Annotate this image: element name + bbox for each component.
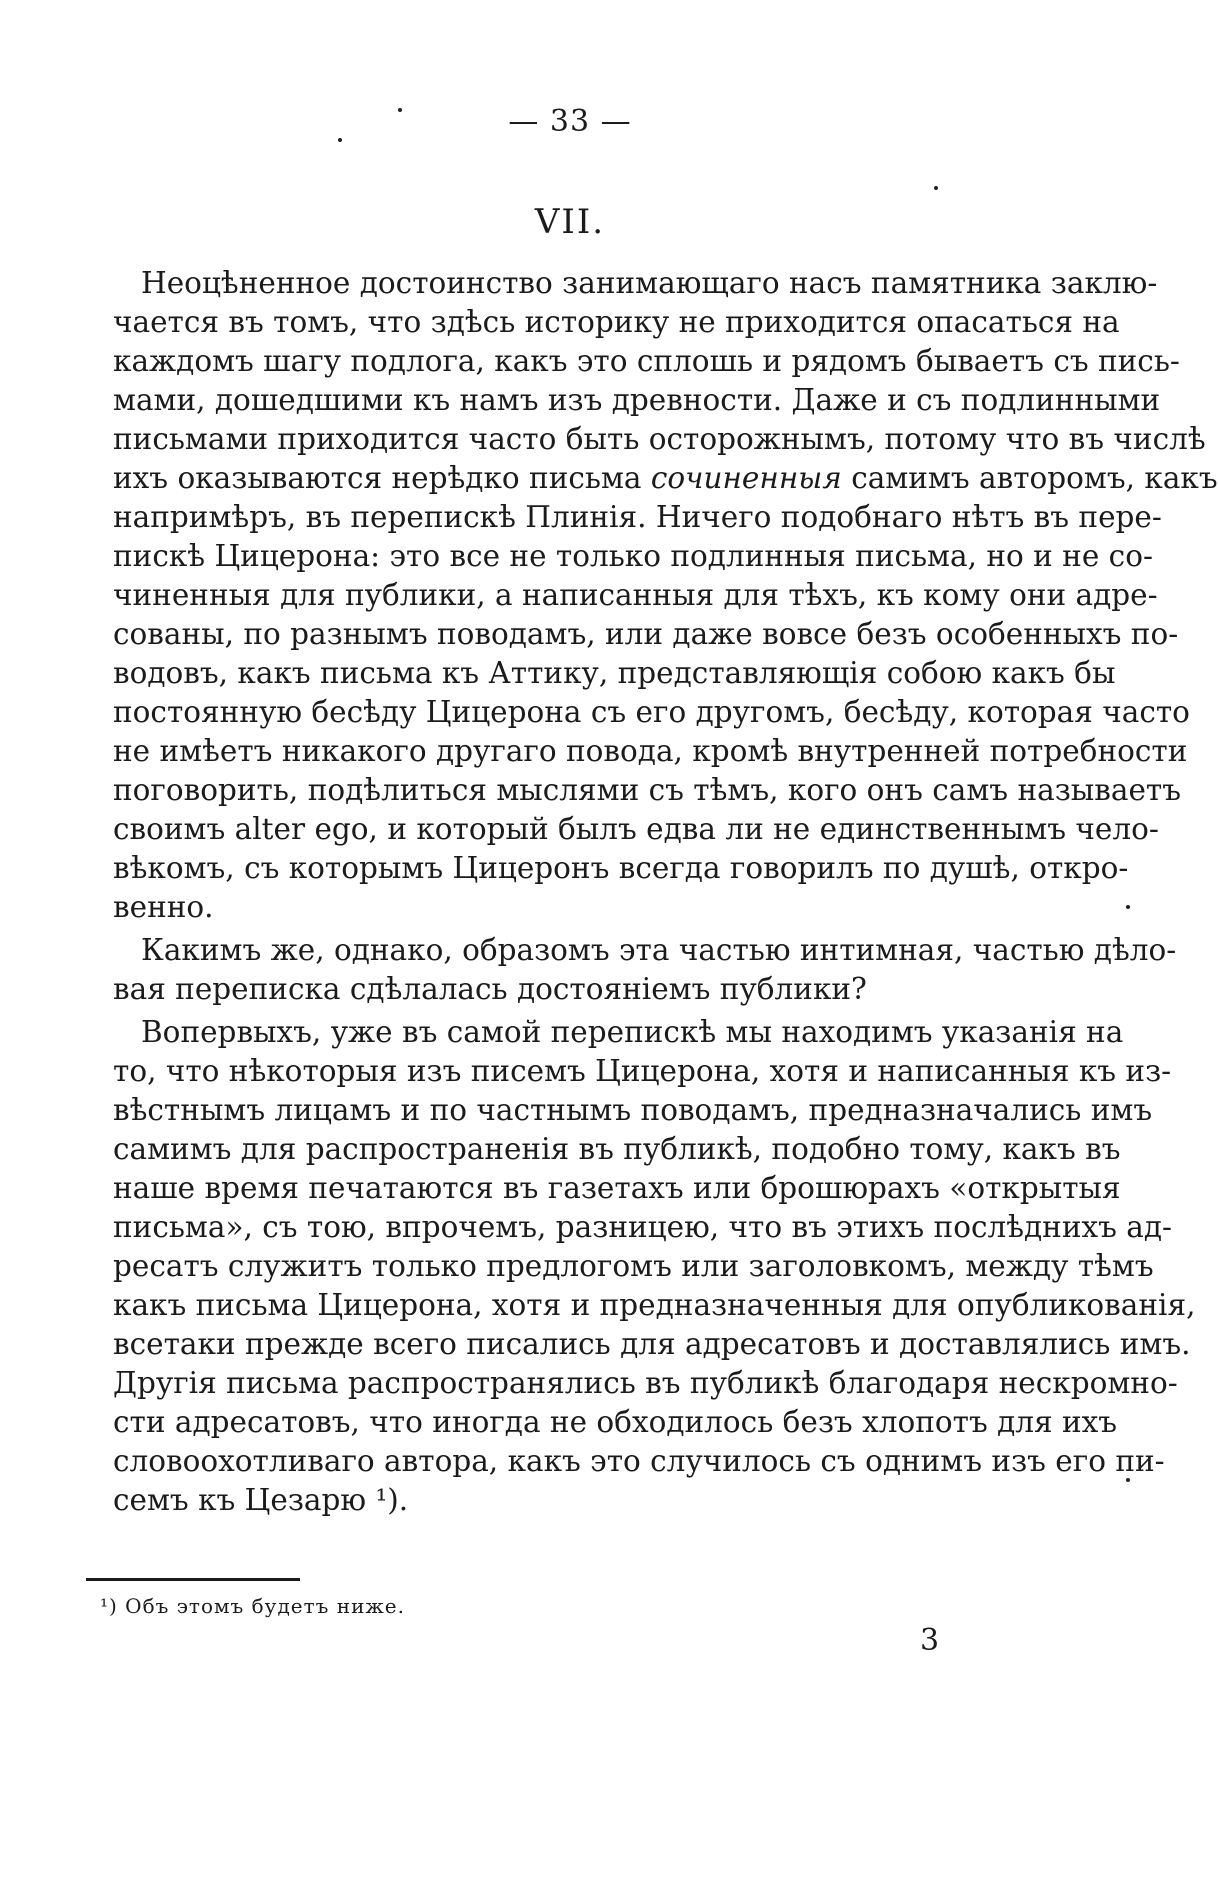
print-speck bbox=[1126, 1478, 1130, 1482]
text-line: письма», съ тою, впрочемъ, разницею, что въ этихъ послѣднихъ ад- bbox=[113, 1210, 1172, 1244]
text-line: Неоцѣненное достоинство занимающаго насъ памятника заклю- bbox=[141, 266, 1158, 300]
text-line: ресатъ служитъ только предлогомъ или заголовкомъ, между тѣмъ bbox=[113, 1249, 1154, 1283]
text-line: своимъ alter ego, и который былъ едва ли не единственнымъ чело- bbox=[113, 812, 1159, 846]
text-line: не имѣетъ никакого другаго повода, кромѣ внутренней потребности bbox=[113, 734, 1188, 768]
text-line: всетаки прежде всего писались для адресатовъ и доставлялись имъ. bbox=[113, 1327, 1191, 1361]
print-speck bbox=[1126, 905, 1130, 909]
text-line: поговорить, подѣлиться мыслями съ тѣмъ, кого онъ самъ называетъ bbox=[113, 773, 1182, 807]
text-line: сти адресатовъ, что иногда не обходилось безъ хлопотъ для ихъ bbox=[113, 1405, 1118, 1439]
body-text bbox=[113, 264, 1218, 1520]
text-line: Какимъ же, однако, образомъ эта частью интимная, частью дѣло- bbox=[141, 933, 1177, 967]
text-line: вѣкомъ, съ которымъ Цицеронъ всегда говорилъ по душѣ, откро- bbox=[113, 851, 1129, 885]
text-line: то, что нѣкоторыя изъ писемъ Цицерона, хотя и написанныя къ из- bbox=[113, 1054, 1172, 1088]
text-line: Вопервыхъ, уже въ самой перепискѣ мы находимъ указанія на bbox=[141, 1015, 1124, 1049]
printer-signature-mark: 3 bbox=[920, 1623, 940, 1658]
text-line: водовъ, какъ письма къ Аттику, представляющія собою какъ бы bbox=[113, 656, 1116, 690]
text-line: семъ къ Цезарю ¹). bbox=[113, 1483, 409, 1517]
text-line: наше время печатаются въ газетахъ или брошюрахъ «открытыя bbox=[113, 1171, 1121, 1205]
text-line: пискѣ Цицерона: это все не только подлинныя письма, но и не со- bbox=[113, 539, 1153, 573]
text-line: вѣстнымъ лицамъ и по частнымъ поводамъ, предназначались имъ bbox=[113, 1093, 1153, 1127]
text-line: напримѣръ, въ перепискѣ Плинія. Ничего подобнаго нѣтъ въ пере- bbox=[113, 500, 1162, 534]
text-line: чиненныя для публики, а написанныя для тѣхъ, къ кому они адре- bbox=[113, 578, 1158, 612]
text-line: каждомъ шагу подлога, какъ это сплошь и рядомъ бываетъ съ пись- bbox=[113, 344, 1180, 378]
text-line: словоохотливаго автора, какъ это случилось съ однимъ изъ его пи- bbox=[113, 1444, 1165, 1478]
chapter-heading: VII. bbox=[534, 202, 606, 242]
print-speck bbox=[934, 186, 938, 190]
text-line: венно. bbox=[113, 890, 214, 924]
text-line: чается въ томъ, что здѣсь историку не приходится опасаться на bbox=[113, 305, 1120, 339]
text-line: самимъ для распространенія въ публикѣ, подобно тому, какъ въ bbox=[113, 1132, 1121, 1166]
text-fragment: ихъ оказываются нерѣдко письма bbox=[113, 461, 651, 495]
text-line: сованы, по разнымъ поводамъ, или даже вовсе безъ особенныхъ по- bbox=[113, 617, 1179, 651]
footnote-divider bbox=[86, 1578, 300, 1581]
text-line: Другія письма распространялись въ публикѣ благодаря нескромно- bbox=[113, 1366, 1178, 1400]
footnote: ¹) Объ этомъ будетъ ниже. bbox=[100, 1594, 405, 1618]
italic-word: сочиненныя bbox=[650, 461, 842, 495]
text-line: вая переписка сдѣлалась достояніемъ публики? bbox=[113, 972, 867, 1006]
text-line: постоянную бесѣду Цицерона съ его другомъ, бесѣду, которая часто bbox=[113, 695, 1190, 729]
page-number-header: — 33 — bbox=[508, 104, 632, 139]
text-line: мами, дошедшими къ намъ изъ древности. Даже и съ подлинными bbox=[113, 383, 1161, 417]
text-line bbox=[113, 459, 1218, 498]
text-line: письмами приходится часто быть осторожнымъ, потому что въ числѣ bbox=[113, 422, 1206, 456]
text-fragment: самимъ авторомъ, какъ bbox=[841, 461, 1218, 495]
text-line: какъ письма Цицерона, хотя и предназначенныя для опубликованія, bbox=[113, 1288, 1196, 1322]
